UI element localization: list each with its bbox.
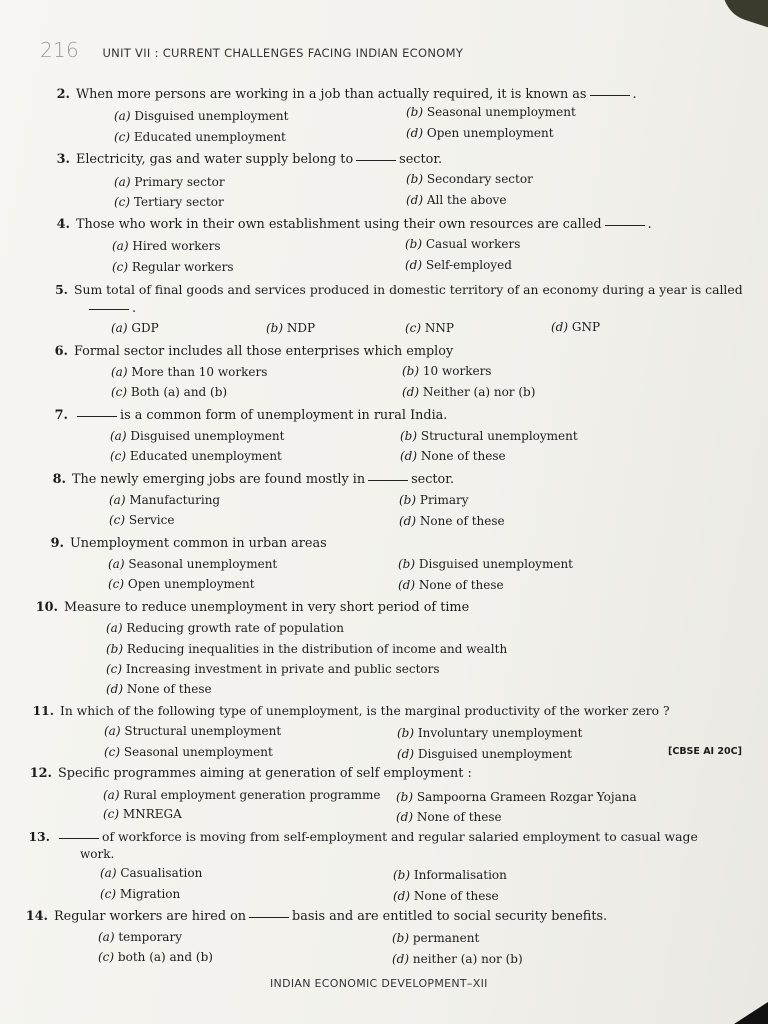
answer-blank	[89, 309, 129, 310]
option-d: (d) GNP	[551, 320, 601, 334]
question-number: 13.	[28, 829, 50, 844]
option-a: (a) Disguised unemployment	[114, 109, 289, 123]
option-d: (d) None of these	[399, 514, 505, 528]
option-d: (d) None of these	[396, 810, 502, 824]
question-number: 5.	[55, 282, 68, 297]
option-d: (d) All the above	[406, 193, 507, 207]
option-c: (c) NNP	[405, 321, 454, 335]
question-text-end: basis and are entitled to social security benefits.	[292, 909, 608, 924]
answer-blank	[590, 95, 630, 96]
page-number: 216	[40, 38, 80, 62]
question-number: 6.	[54, 344, 68, 359]
option-c: (c) both (a) and (b)	[98, 950, 213, 964]
option-b: (b) permanent	[392, 931, 480, 945]
option-c: (c) Seasonal unemployment	[104, 745, 273, 759]
question-4	[48, 217, 652, 233]
option-d: (d) None of these	[106, 682, 212, 696]
option-d: (d) neither (a) nor (b)	[392, 952, 523, 966]
question-6	[46, 344, 453, 360]
page-corner-shadow-bottom	[734, 1002, 768, 1024]
option-a: (a) Manufacturing	[109, 493, 221, 507]
question-text: Regular workers are hired on	[54, 909, 247, 924]
option-c: (c) Regular workers	[112, 260, 234, 274]
option-a: (a) Structural unemployment	[104, 724, 282, 738]
option-a: (a) GDP	[111, 321, 159, 335]
option-b: (b) Structural unemployment	[400, 429, 578, 443]
option-c: (c) MNREGA	[103, 807, 182, 821]
question-text: Electricity, gas and water supply belong to	[76, 152, 354, 167]
question-number: 2.	[56, 87, 70, 102]
question-11	[24, 703, 670, 719]
option-c: (c) Educated unemployment	[114, 130, 286, 144]
option-c: (c) Open unemployment	[108, 577, 255, 591]
option-b: (b) Informalisation	[393, 868, 507, 882]
question-text: When more persons are working in a job than actually required, it is known as	[76, 87, 587, 102]
answer-blank	[368, 480, 408, 481]
option-a: (a) Disguised unemployment	[110, 429, 285, 443]
option-c: (c) Increasing investment in private and public sectors	[106, 662, 440, 676]
page-header	[40, 38, 463, 62]
option-a: (a) Casualisation	[100, 866, 203, 880]
question-text-end: .	[632, 87, 637, 102]
option-b: (b) Disguised unemployment	[398, 557, 573, 571]
question-7	[46, 408, 447, 424]
question-text: Sum total of final goods and services produced in domestic territory of an economy during a year is called	[74, 282, 743, 297]
option-b: (b) Primary	[399, 493, 469, 507]
question-number: 14.	[25, 909, 48, 924]
answer-blank	[356, 160, 396, 161]
option-c: (c) Service	[109, 513, 175, 527]
source-tag: [CBSE AI 20C]	[668, 746, 742, 757]
option-d: (d) None of these	[400, 449, 506, 463]
option-d: (d) None of these	[393, 889, 499, 903]
option-a: (a) Seasonal unemployment	[108, 557, 278, 571]
question-text: The newly emerging jobs are found mostly in	[72, 472, 366, 487]
question-number: 8.	[52, 472, 66, 487]
question-number: 9.	[50, 536, 64, 551]
option-a: (a) More than 10 workers	[111, 365, 268, 379]
question-text: Those who work in their own establishment using their own resources are called	[76, 217, 602, 232]
question-number: 3.	[56, 152, 70, 167]
option-b: (b) 10 workers	[402, 364, 492, 378]
option-b: (b) Sampoorna Grameen Rozgar Yojana	[396, 790, 637, 804]
option-b: (b) Involuntary unemployment	[397, 726, 583, 740]
question-text-end: .	[647, 217, 652, 232]
question-text-end: .	[132, 301, 137, 316]
question-3	[48, 152, 442, 168]
option-b: (b) NDP	[266, 321, 316, 335]
option-a: (a) Reducing growth rate of population	[106, 621, 344, 635]
option-c: (c) Tertiary sector	[114, 195, 224, 209]
option-b: (b) Seasonal unemployment	[406, 105, 576, 119]
option-b: (b) Casual workers	[405, 237, 521, 251]
question-9	[42, 536, 327, 552]
answer-blank	[605, 225, 645, 226]
question-10	[28, 600, 469, 616]
question-13-continuation: work.	[80, 847, 115, 861]
question-number: 12.	[29, 766, 52, 781]
question-text: Measure to reduce unemployment in very short period of time	[64, 600, 470, 615]
question-2	[48, 87, 637, 103]
question-12	[22, 766, 472, 782]
option-b: (b) Secondary sector	[406, 172, 533, 186]
option-d: (d) Open unemployment	[406, 126, 554, 140]
question-5-continuation	[86, 301, 136, 317]
option-c: (c) Both (a) and (b)	[111, 385, 228, 399]
answer-blank	[59, 838, 99, 839]
question-text: Specific programmes aiming at generation of self employment :	[58, 766, 472, 781]
option-c: (c) Migration	[100, 887, 181, 901]
question-13	[20, 829, 698, 845]
option-a: (a) Rural employment generation programme	[103, 788, 381, 802]
question-14	[18, 909, 607, 925]
option-a: (a) temporary	[98, 930, 182, 944]
option-d: (d) Neither (a) nor (b)	[402, 385, 536, 399]
question-8	[44, 472, 454, 488]
question-text-end: sector.	[399, 152, 443, 167]
option-d: (d) Self-employed	[405, 258, 512, 272]
question-text: Unemployment common in urban areas	[70, 536, 327, 551]
page-corner-shadow	[715, 0, 768, 28]
question-text: In which of the following type of unemployment, is the marginal productivity of the worker zero ?	[60, 704, 670, 718]
question-5	[46, 282, 743, 298]
answer-blank	[249, 917, 289, 918]
option-a: (a) Hired workers	[112, 239, 221, 253]
question-number: 10.	[35, 600, 58, 615]
option-d: (d) None of these	[398, 578, 504, 592]
question-text: Formal sector includes all those enterprises which employ	[74, 344, 454, 359]
option-c: (c) Educated unemployment	[110, 449, 282, 463]
option-a: (a) Primary sector	[114, 175, 225, 189]
option-b: (b) Reducing inequalities in the distribution of income and wealth	[106, 642, 508, 656]
answer-blank	[77, 416, 117, 417]
page-footer: INDIAN ECONOMIC DEVELOPMENT–XII	[270, 977, 488, 990]
question-text-end: is a common form of unemployment in rural India.	[120, 408, 448, 423]
running-head: UNIT VII : CURRENT CHALLENGES FACING INDIAN ECONOMY	[102, 46, 464, 60]
question-text-end: sector.	[411, 472, 455, 487]
option-d: (d) Disguised unemployment	[397, 747, 572, 761]
question-number: 11.	[32, 703, 54, 718]
question-text-end: of workforce is moving from self-employment and regular salaried employment to casual wage	[102, 829, 698, 844]
question-number: 4.	[56, 217, 70, 232]
question-number: 7.	[54, 408, 68, 423]
